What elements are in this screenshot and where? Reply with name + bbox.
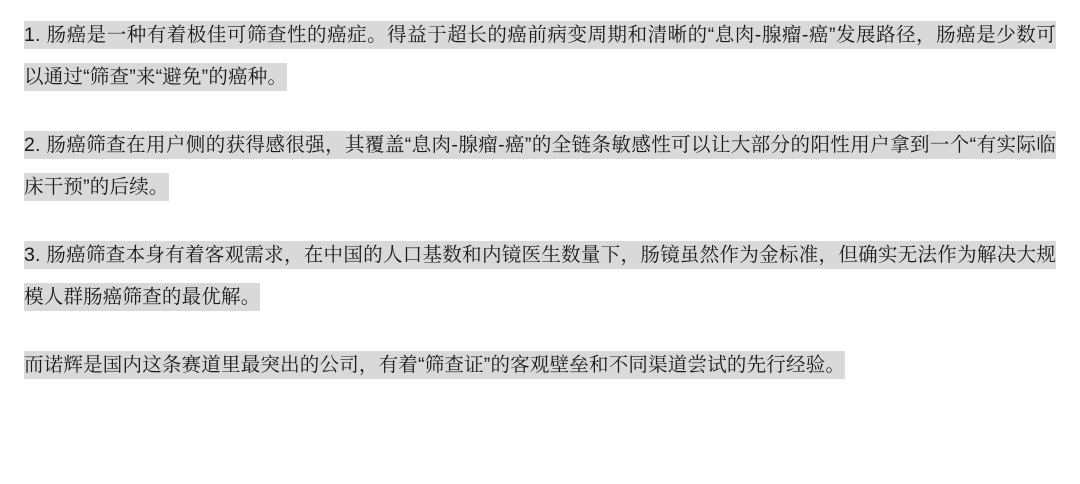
- highlighted-text: 2. 肠癌筛查在用户侧的获得感很强，其覆盖“息肉-腺瘤-癌”的全链条敏感性可以让大部分的阳性用户拿到一个“有实际临床干预”的后续。: [24, 131, 1056, 201]
- paragraph-4: [24, 344, 1056, 386]
- paragraph-1: [24, 14, 1056, 98]
- paragraph-3: [24, 234, 1056, 318]
- highlighted-text: 而诺辉是国内这条赛道里最突出的公司，有着“筛查证”的客观壁垒和不同渠道尝试的先行经验。: [24, 351, 845, 379]
- highlighted-text: 1. 肠癌是一种有着极佳可筛查性的癌症。得益于超长的癌前病变周期和清晰的“息肉-腺瘤-癌”发展路径，肠癌是少数可以通过“筛查”来“避免”的癌种。: [24, 21, 1056, 91]
- highlighted-text: 3. 肠癌筛查本身有着客观需求，在中国的人口基数和内镜医生数量下，肠镜虽然作为金标准，但确实无法作为解决大规模人群肠癌筛查的最优解。: [24, 241, 1056, 311]
- paragraph-2: [24, 124, 1056, 208]
